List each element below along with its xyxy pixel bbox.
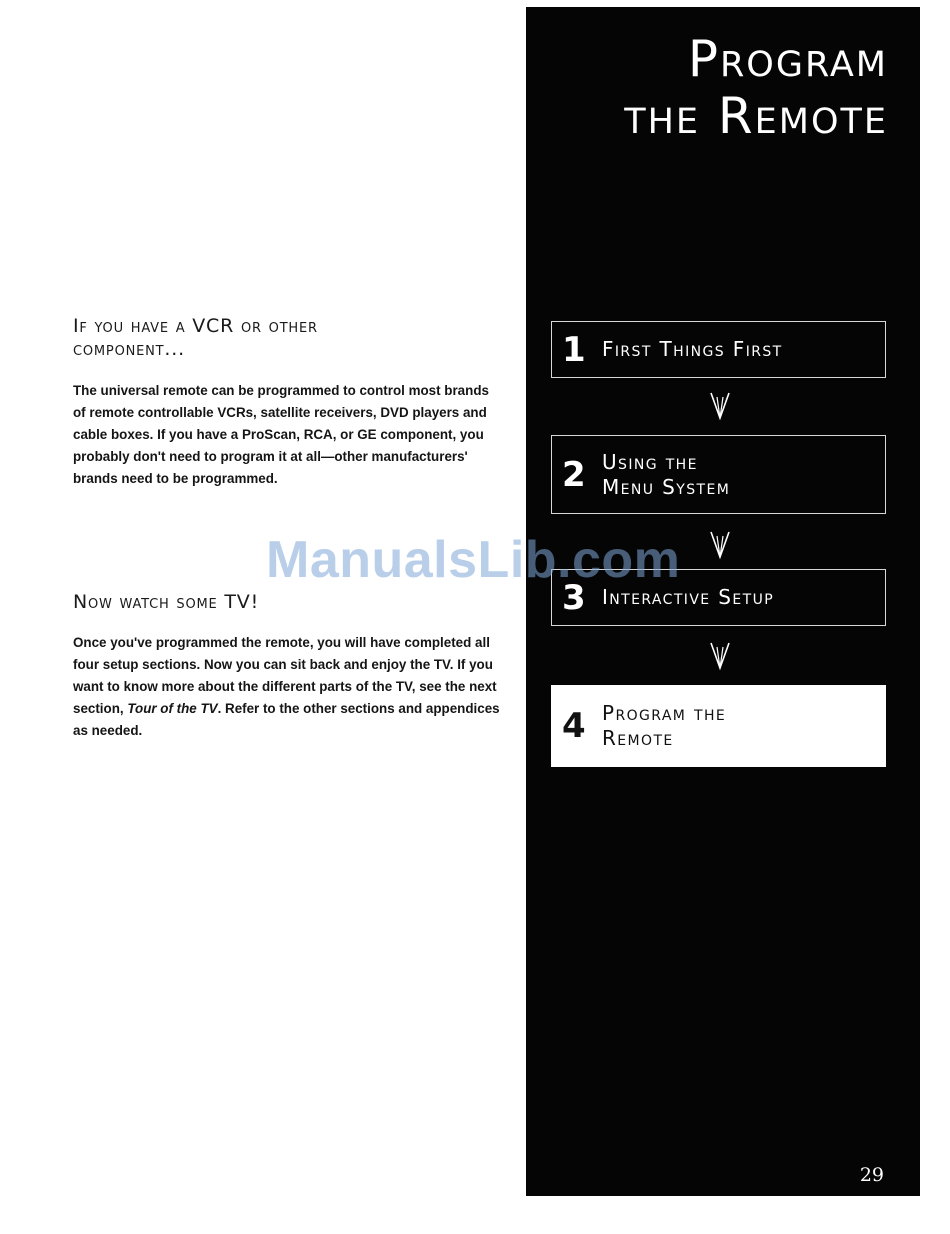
chevron-down-icon [708, 391, 732, 421]
section-body-vcr: The universal remote can be programmed to control most brands of remote controllable VCRs, satellite receivers, DVD players and cable boxes. If you have a ProScan, RCA, or GE component, you probably don't need to program it at all—other manufacturers' brands need to be programmed. [73, 383, 489, 486]
step-number: 4 [562, 706, 586, 746]
tour-of-the-tv-reference: Tour of the TV [127, 701, 218, 716]
step-label-line: Using the [602, 449, 698, 474]
body-text: . Refer to the other sections and appendices as needed. [73, 701, 500, 738]
heading-line: If you have a VCR or other [73, 315, 318, 337]
step-number: 1 [562, 329, 586, 370]
section-sidebar [526, 7, 920, 1196]
step-label [602, 701, 726, 751]
watermark: ManualsLib.com [266, 531, 681, 589]
page-number: 29 [859, 1164, 884, 1186]
step-label-line: First Things First [602, 337, 783, 361]
title-line: the Remote [624, 87, 888, 145]
section-heading-watch-tv [73, 591, 503, 614]
step-4-program-the-remote [551, 685, 886, 767]
step-label [602, 585, 774, 610]
step-3-interactive-setup [551, 569, 886, 626]
step-label-line: Menu System [602, 474, 731, 499]
heading-line: Now watch some TV! [73, 591, 260, 613]
page-title [624, 31, 888, 145]
body-text: Once you've programmed the remote, you will have completed all four setup sections. Now you can sit back and enjoy the TV. If you want to know more about the different parts of the TV, see the next section, [73, 635, 497, 716]
chevron-down-icon [708, 530, 732, 560]
step-number: 3 [562, 577, 586, 618]
title-line: Program [687, 30, 888, 88]
chevron-down-icon [708, 641, 732, 671]
step-2-using-the-menu-system [551, 435, 886, 514]
section-heading-vcr [73, 315, 503, 361]
step-number: 2 [562, 454, 586, 495]
step-label-line: Interactive Setup [602, 585, 775, 609]
step-label-line: Remote [602, 726, 674, 750]
step-label [602, 337, 783, 362]
heading-line: component... [73, 338, 185, 360]
step-label [602, 450, 730, 500]
section-body-watch-tv [73, 632, 503, 742]
step-1-first-things-first [551, 321, 886, 378]
step-label-line: Program the [602, 701, 727, 725]
